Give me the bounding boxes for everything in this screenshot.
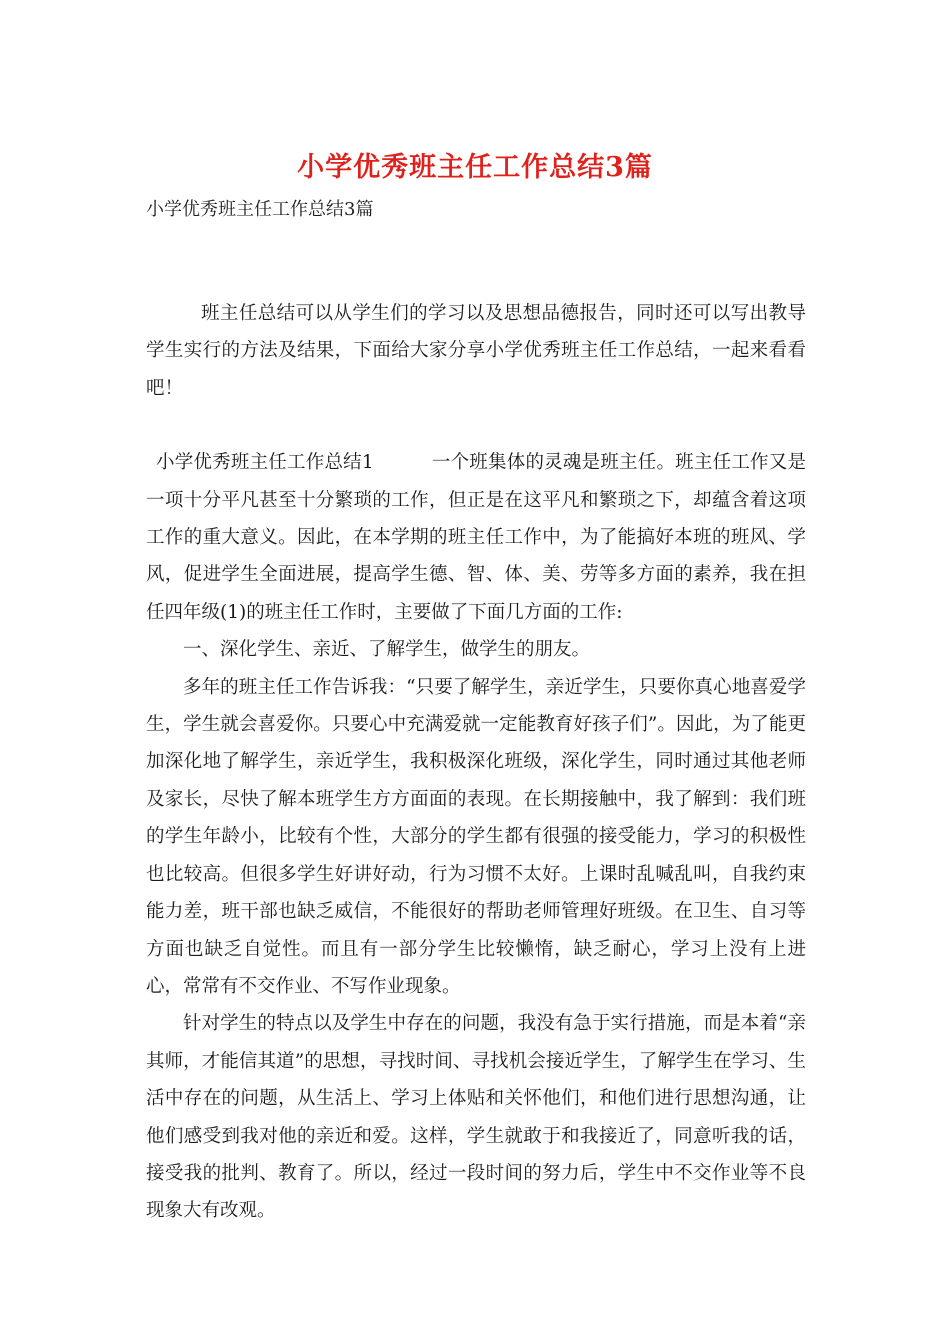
section1-paragraph <box>146 444 806 631</box>
point1-heading: 一、深化学生、亲近、了解学生，做学生的朋友。 <box>183 639 591 661</box>
document-body <box>146 295 806 1230</box>
paragraph-spacer <box>146 407 806 444</box>
section1-text: 一个班集体的灵魂是班主任。班主任工作又是一项十分平凡甚至十分繁琐的工作，但正是在这平凡和繁琐之下，却蕴含着这项工作的重大意义。因此，在本学期的班主任工作中，为了能搞好本班的班风、学风，促进学生全面进展，提高学生德、智、体、美、劳等多方面的素养，我在担任四年级(1)的班主任工作时，主要做了下面几方面的工作: <box>146 452 806 623</box>
section1-heading: 小学优秀班主任工作总结1 <box>156 452 374 474</box>
paragraph-3: 针对学生的特点以及学生中存在的问题，我没有急于实行措施，而是本着“亲其师，才能信其道”的思想，寻找时间、寻找机会接近学生，了解学生在学习、生活中存在的问题，从生活上、学习上体贴和关怀他们，和他们进行思想沟通，让他们感受到我对他的亲近和爱。这样，学生就敢于和我接近了，同意听我的话，接受我的批判、教育了。所以，经过一段时间的努力后，学生中不交作业等不良现象大有改观。 <box>146 1013 806 1222</box>
document-title: 小学优秀班主任工作总结3篇 <box>297 152 653 183</box>
paragraph-2: 多年的班主任工作告诉我：“只要了解学生，亲近学生，只要你真心地喜爱学生，学生就会喜爱你。只要心中充满爱就一定能教育好孩子们”。因此，为了能更加深化地了解学生，亲近学生，我积极深化班级，深化学生，同时通过其他老师及家长，尽快了解本班学生方方面面的表现。在长期接触中，我了解到：我们班的学生年龄小，比较有个性，大部分的学生都有很强的接受能力，学习的积极性也比较高。但很多学生好讲好动，行为习惯不太好。上课时乱喊乱叫，自我约束能力差，班干部也缺乏威信，不能很好的帮助老师管理好班级。在卫生、自习等方面也缺乏自觉性。而且有一部分学生比较懒惰，缺乏耐心，学习上没有上进心，常常有不交作业、不写作业现象。 <box>146 676 806 997</box>
document-subtitle: 小学优秀班主任工作总结3篇 <box>146 199 374 220</box>
intro-paragraph: 班主任总结可以从学生们的学习以及思想品德报告，同时还可以写出教导学生实行的方法及结果，下面给大家分享小学优秀班主任工作总结，一起来看看吧！ <box>146 303 806 399</box>
